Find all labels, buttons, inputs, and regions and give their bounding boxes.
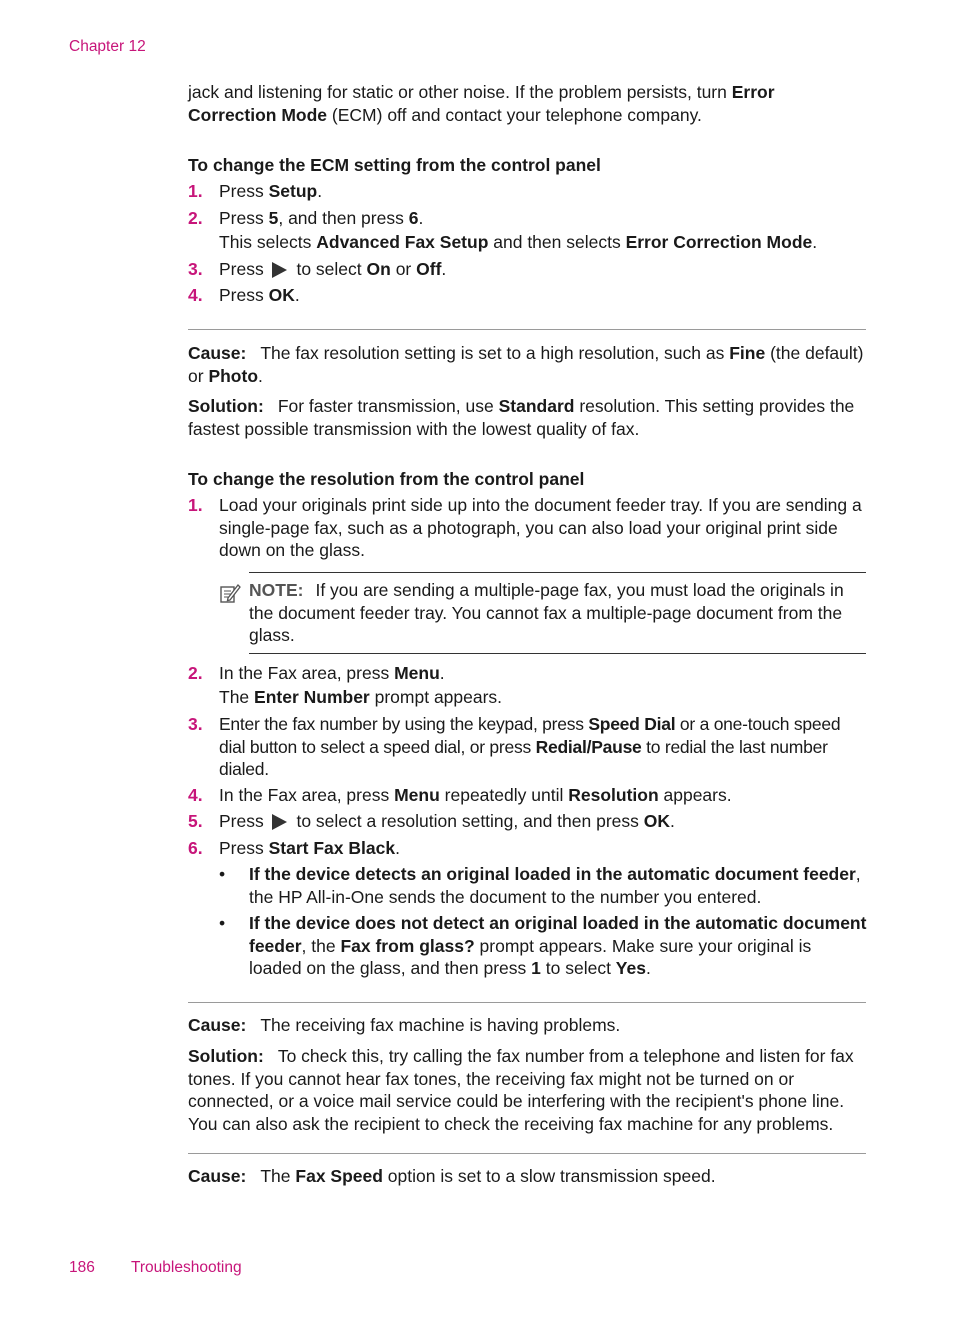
bullet-mark: •: [219, 913, 226, 933]
note-bottom-rule: [249, 653, 866, 654]
section-divider: [188, 1153, 866, 1154]
step-number: 3.: [188, 714, 203, 734]
resolution-procedure-heading: To change the resolution from the control panel: [188, 469, 585, 489]
resolution-step-4: In the Fax area, press Menu repeatedly until Resolution appears.: [219, 785, 732, 805]
section-divider: [188, 329, 866, 330]
resolution-step-2-result: The Enter Number prompt appears.: [219, 687, 503, 707]
resolution-step-5: Press to select a resolution setting, and then press OK.: [219, 811, 675, 831]
chapter-header: Chapter 12: [69, 38, 146, 55]
page-number: 186: [69, 1259, 95, 1276]
ecm-step-2: Press 5, and then press 6.: [219, 208, 424, 228]
cause-paragraph: Cause: The receiving fax machine is having problems.: [188, 1015, 621, 1035]
step-number: 5.: [188, 811, 203, 831]
note-top-rule: [249, 572, 866, 573]
footer-section-title: Troubleshooting: [131, 1259, 242, 1276]
right-arrow-icon: [272, 814, 287, 830]
cause-paragraph: Cause: The fax resolution setting is set to a high resolution, such as Fine (the default) or Photo.: [188, 343, 864, 386]
ecm-step-1: Press Setup.: [219, 181, 323, 201]
solution-paragraph: Solution: For faster transmission, use Standard resolution. This setting provides the fastest possible transmission with the lowest quality of fax.: [188, 396, 855, 439]
resolution-step-6: Press Start Fax Black.: [219, 838, 400, 858]
bullet-item: If the device detects an original loaded in the automatic document feeder, the HP All-in-One sends the document to the number you entered.: [249, 864, 861, 907]
bullet-mark: •: [219, 864, 226, 884]
ecm-step-3: Press to select On or Off.: [219, 259, 447, 279]
step-number: 1.: [188, 181, 203, 201]
step-number: 2.: [188, 663, 203, 683]
section-divider: [188, 1002, 866, 1003]
cause-paragraph: Cause: The Fax Speed option is set to a slow transmission speed.: [188, 1166, 716, 1186]
step-number: 4.: [188, 285, 203, 305]
step-number: 1.: [188, 495, 203, 515]
step-number: 4.: [188, 785, 203, 805]
bullet-item: If the device does not detect an original loaded in the automatic document feeder, the Fax from glass? prompt appears. Make sure your original is loaded on the glass, and then press 1 to select Yes.: [249, 913, 867, 978]
ecm-procedure-heading: To change the ECM setting from the control panel: [188, 155, 601, 175]
right-arrow-icon: [272, 262, 287, 278]
resolution-step-1: Load your originals print side up into the document feeder tray. If you are sending a single-page fax, such as a photograph, you can also load your original print side down on the glass.: [219, 495, 862, 560]
intro-paragraph: jack and listening for static or other noise. If the problem persists, turn Error Correction Mode (ECM) off and contact your telephone company.: [188, 82, 775, 125]
ecm-step-4: Press OK.: [219, 285, 300, 305]
step-number: 6.: [188, 838, 203, 858]
step-number: 2.: [188, 208, 203, 228]
resolution-step-2: In the Fax area, press Menu.: [219, 663, 445, 683]
resolution-step-3: Enter the fax number by using the keypad, press Speed Dial or a one-touch speed dial button to select a speed dial, or press Redial/Pause to redial the last number dialed.: [219, 714, 841, 779]
ecm-step-2-result: This selects Advanced Fax Setup and then selects Error Correction Mode.: [219, 232, 818, 252]
note-text: NOTE: If you are sending a multiple-page fax, you must load the originals in the document feeder tray. You cannot fax a multiple-page document from the glass.: [249, 580, 844, 645]
step-number: 3.: [188, 259, 203, 279]
note-icon: [219, 582, 241, 604]
solution-paragraph: Solution: To check this, try calling the fax number from a telephone and listen for fax tones. If you cannot hear fax tones, the receiving fax might not be turned on or connected, or a voice mail service could be interfering with the recipient's phone line. You can also ask the recipient to check the receiving fax machine for any problems.: [188, 1046, 854, 1134]
